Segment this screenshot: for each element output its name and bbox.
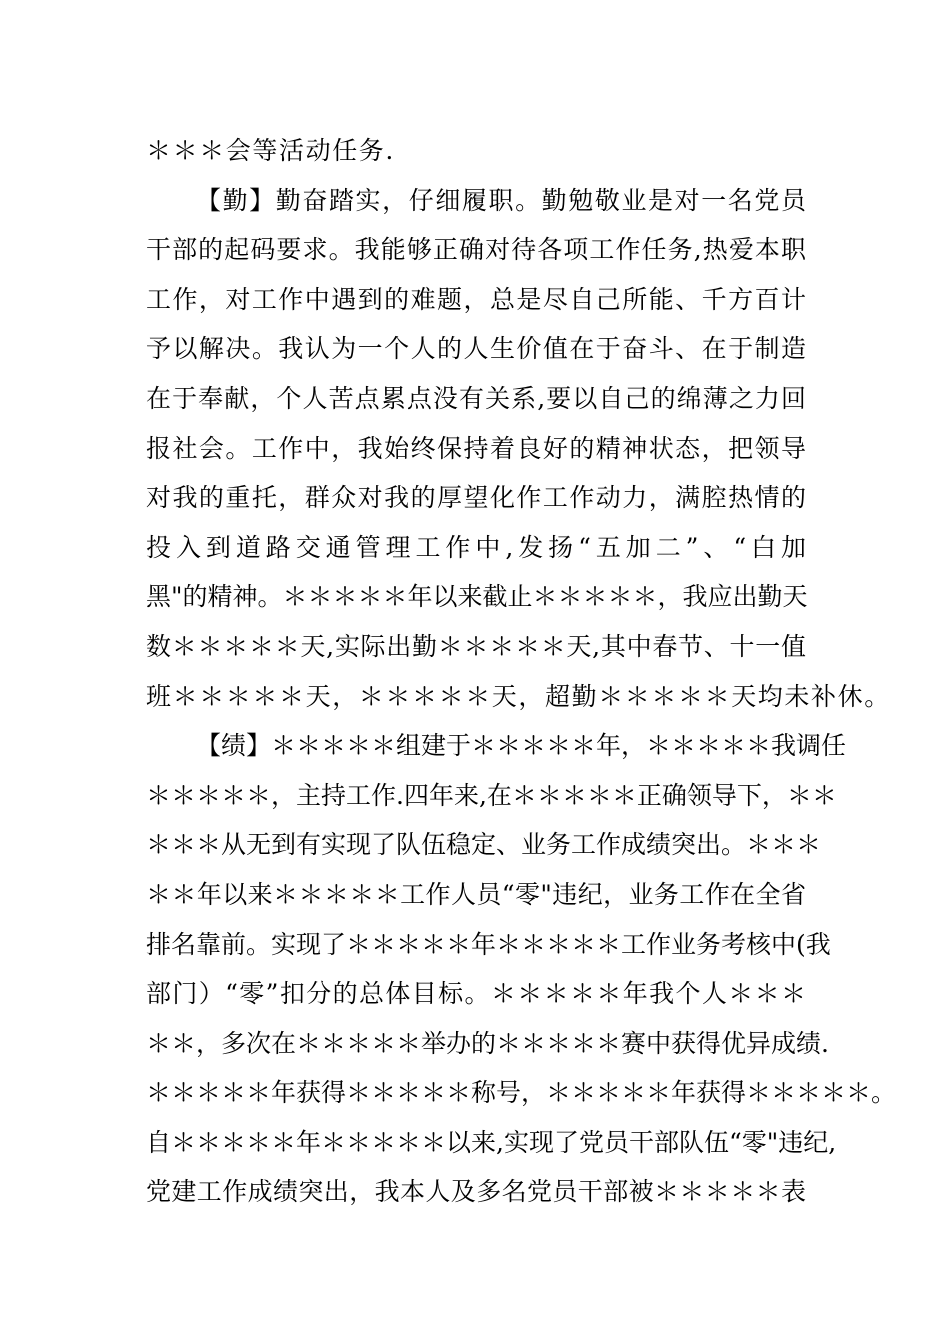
text-line: 黑"的精神。＊＊＊＊＊年以来截止＊＊＊＊＊，我应出勤天	[146, 582, 808, 612]
text-line: 部门）“零”扣分的总体目标。＊＊＊＊＊年我个人＊＊＊	[146, 979, 806, 1009]
text-line: 干部的起码要求。我能够正确对待各项工作任务,热爱本职	[146, 235, 806, 265]
paragraph-2	[146, 176, 891, 722]
paragraph-3	[146, 721, 897, 1217]
text-line: ＊＊＊＊＊，主持工作.四年来,在＊＊＊＊＊正确领导下，＊＊	[146, 780, 837, 810]
text-line: 班＊＊＊＊＊天，＊＊＊＊＊天，超勤＊＊＊＊＊天均未补休。	[146, 681, 891, 711]
text-line: ＊＊＊会等活动任务.	[146, 136, 395, 165]
text-line: 党建工作成绩突出，我本人及多名党员干部被＊＊＊＊＊表	[146, 1177, 806, 1207]
text-line: 【勤】勤奋踏实，仔细履职。勤勉敬业是对一名党员	[196, 185, 806, 215]
text-line: 工作，对工作中遇到的难题，总是尽自己所能、千方百计	[146, 284, 806, 314]
text-line: 予以解决。我认为一个人的人生价值在于奋斗、在于制造	[146, 334, 806, 364]
text-line: 在于奉献，个人苦点累点没有关系,要以自己的绵薄之力回	[146, 383, 806, 413]
text-line: 数＊＊＊＊＊天,实际出勤＊＊＊＊＊天,其中春节、十一值	[146, 631, 806, 661]
text-line: 排名靠前。实现了＊＊＊＊＊年＊＊＊＊＊工作业务考核中(我	[146, 929, 831, 959]
text-line: 报社会。工作中，我始终保持着良好的精神状态，把领导	[146, 433, 806, 463]
text-line: 投入到道路交通管理工作中,发扬“五加二”、“白加	[146, 532, 806, 562]
text-line: ＊＊＊＊＊年获得＊＊＊＊＊称号，＊＊＊＊＊年获得＊＊＊＊＊。	[146, 1078, 897, 1108]
text-line: 自＊＊＊＊＊年＊＊＊＊＊以来,实现了党员干部队伍“零"违纪,	[146, 1127, 837, 1157]
text-line: 对我的重托，群众对我的厚望化作工作动力，满腔热情的	[146, 483, 806, 513]
text-line: 【绩】＊＊＊＊＊组建于＊＊＊＊＊年，＊＊＊＊＊我调任	[196, 731, 847, 761]
document-body	[146, 126, 897, 1217]
paragraph-1	[146, 126, 806, 176]
text-line: ＊＊，多次在＊＊＊＊＊举办的＊＊＊＊＊赛中获得优异成绩.	[146, 1028, 829, 1058]
text-line: ＊＊年以来＊＊＊＊＊工作人员“零"违纪，业务工作在全省	[146, 879, 806, 909]
text-line: ＊＊＊从无到有实现了队伍稳定、业务工作成绩突出。＊＊＊	[146, 830, 822, 860]
